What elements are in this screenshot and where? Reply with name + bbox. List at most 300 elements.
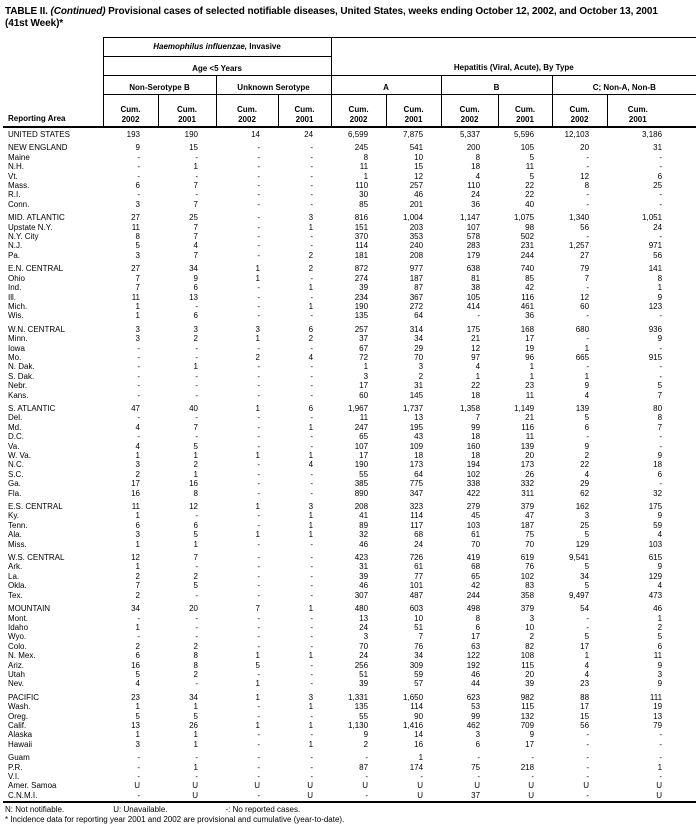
subgroup-hepatitis-c: C; Non-A, Non-B — [552, 76, 696, 95]
value-cell: 68 — [471, 562, 481, 572]
value-cell: 7,875 — [403, 130, 424, 139]
table-row — [3, 670, 696, 679]
value-cell: - — [310, 241, 314, 251]
reporting-area-cell: Ala. — [8, 530, 22, 540]
value-cell: 114 — [410, 511, 424, 521]
footnote-unavailable: U: Unavailable. — [113, 805, 168, 815]
table-row — [3, 498, 696, 511]
value-cell: - — [195, 301, 198, 311]
value-cell: 3 — [657, 669, 663, 679]
value-cell: 145 — [409, 390, 424, 400]
value-cell: - — [659, 441, 663, 451]
value-cell: 3,186 — [642, 130, 663, 139]
reporting-area-cell: Okla. — [8, 581, 27, 591]
reporting-area-cell: P.R. — [8, 762, 23, 772]
value-cell: 1 — [135, 511, 140, 521]
value-cell: 5 — [193, 530, 198, 540]
reporting-area-cell: La. — [8, 571, 20, 581]
value-cell: 8 — [193, 660, 198, 670]
value-cell: 1 — [308, 511, 314, 521]
value-cell: - — [586, 790, 590, 800]
value-cell: 3 — [135, 324, 140, 334]
table-row — [3, 334, 696, 343]
value-cell: 4 — [657, 530, 663, 540]
value-cell: - — [257, 511, 260, 521]
value-cell: - — [531, 772, 535, 781]
value-cell: - — [137, 152, 140, 162]
value-cell: - — [531, 753, 535, 763]
value-cell: 162 — [575, 502, 590, 512]
value-cell: 7 — [193, 422, 198, 432]
reporting-area-cell: MOUNTAIN — [8, 604, 51, 614]
value-cell: 3 — [135, 199, 140, 209]
value-cell: 8 — [657, 413, 663, 423]
reporting-area-cell: E.N. CENTRAL — [8, 264, 64, 274]
value-cell: 13 — [189, 292, 198, 302]
value-cell: 6 — [657, 171, 663, 181]
value-cell: 2 — [255, 352, 260, 362]
value-cell: 7 — [135, 273, 140, 283]
value-cell: U — [192, 781, 198, 791]
value-cell: - — [310, 679, 314, 689]
value-cell: 9 — [657, 660, 663, 670]
value-cell: 15 — [580, 711, 590, 721]
value-cell: 173 — [520, 460, 535, 470]
value-cell: U — [192, 790, 198, 800]
value-cell: 85 — [359, 199, 369, 209]
value-cell: 218 — [520, 762, 535, 772]
table-row — [3, 614, 696, 623]
reporting-area-cell: N.C. — [8, 460, 24, 470]
reporting-area-cell: Kans. — [8, 390, 29, 400]
value-cell: - — [310, 613, 314, 623]
value-cell: - — [195, 413, 198, 423]
value-cell: 2 — [193, 571, 198, 581]
table-row — [3, 200, 696, 209]
reporting-area-cell: Conn. — [8, 199, 30, 209]
value-cell: 98 — [525, 222, 535, 232]
value-cell: 462 — [466, 720, 481, 730]
value-cell: 311 — [521, 488, 535, 498]
value-cell: 4 — [135, 422, 140, 432]
value-cell: - — [257, 571, 260, 581]
value-cell: - — [310, 190, 314, 200]
value-cell: 2 — [135, 641, 140, 651]
value-cell: 61 — [471, 530, 481, 540]
value-cell: U — [307, 790, 314, 800]
value-cell: 1 — [657, 613, 663, 623]
value-cell: 195 — [409, 422, 424, 432]
value-cell: 1 — [193, 539, 198, 549]
value-cell: 1 — [135, 622, 140, 632]
subgroup-hepatitis-a: A — [331, 76, 441, 95]
value-cell: 12 — [580, 292, 590, 302]
reporting-area-cell: Ohio — [8, 273, 25, 283]
value-cell: 42 — [525, 283, 535, 293]
value-cell: 1 — [529, 362, 535, 372]
value-cell: 257 — [409, 181, 424, 191]
value-cell: 872 — [354, 264, 369, 274]
table-row — [3, 591, 696, 600]
value-cell: - — [257, 581, 260, 591]
value-cell: 67 — [359, 343, 369, 353]
haemophilus-italic-label: Haemophilus influenzae, — [153, 42, 248, 52]
table-row — [3, 181, 696, 190]
value-cell: - — [257, 422, 260, 432]
value-cell: 12 — [189, 502, 198, 512]
reporting-area-cell: Md. — [8, 422, 22, 432]
value-cell: 12 — [414, 171, 424, 181]
value-cell: 8 — [135, 232, 140, 242]
value-cell: 27 — [131, 213, 140, 223]
value-cell: - — [477, 753, 481, 763]
value-cell: - — [195, 622, 198, 632]
footnote-incidence-note: * Incidence data for reporting year 2001 and 2002 are provisional and cumulative (year-to-date). — [5, 815, 345, 825]
value-cell: 541 — [409, 143, 424, 153]
value-cell: 132 — [520, 711, 535, 721]
value-cell: - — [257, 520, 260, 530]
value-cell: 3 — [529, 613, 535, 623]
table-row — [3, 740, 696, 749]
reporting-area-cell: Idaho — [8, 622, 29, 632]
value-cell: 11 — [359, 162, 369, 172]
reporting-area-cell: Ariz. — [8, 660, 24, 670]
cum-year-header: Cum. 2002 — [441, 95, 498, 128]
reporting-area-cell: Ind. — [8, 283, 22, 293]
reporting-area-cell: Nev. — [8, 679, 24, 689]
value-cell: - — [257, 381, 260, 391]
value-cell: 8 — [193, 651, 198, 661]
value-cell: 6 — [657, 641, 663, 651]
value-cell: 129 — [575, 539, 590, 549]
value-cell: 23 — [525, 381, 535, 391]
value-cell: 1 — [135, 702, 140, 712]
value-cell: 2 — [418, 371, 424, 381]
value-cell: 5,337 — [460, 130, 481, 139]
value-cell: 14 — [414, 730, 424, 740]
table-row — [3, 763, 696, 772]
value-cell: 15 — [414, 162, 424, 172]
value-cell: - — [365, 790, 369, 800]
value-cell: 323 — [409, 502, 424, 512]
value-cell: 1 — [135, 301, 140, 311]
value-cell: 10 — [525, 622, 535, 632]
value-cell: U — [583, 781, 590, 791]
value-cell: 4 — [308, 460, 314, 470]
value-cell: 201 — [409, 199, 424, 209]
value-cell: U — [362, 781, 369, 791]
value-cell: 7 — [193, 232, 198, 242]
table-row — [3, 302, 696, 311]
value-cell: - — [195, 772, 198, 781]
table-row — [3, 721, 696, 730]
table-row — [3, 600, 696, 613]
value-cell: 65 — [359, 432, 369, 442]
value-cell: - — [310, 539, 314, 549]
value-cell: 114 — [355, 241, 369, 251]
value-cell: 5 — [135, 711, 140, 721]
value-cell: - — [310, 232, 314, 242]
value-cell: 1 — [308, 720, 314, 730]
cum-year-header: Cum. 2002 — [331, 95, 386, 128]
value-cell: - — [310, 660, 314, 670]
value-cell: 44 — [471, 679, 481, 689]
table-row — [3, 223, 696, 232]
table-row — [3, 451, 696, 460]
haemophilus-rest-label: Invasive — [247, 42, 281, 52]
table-row — [3, 772, 696, 781]
cum-year-header: Cum. 2002 — [216, 95, 278, 128]
value-cell: 22 — [471, 381, 481, 391]
value-cell: 55 — [359, 711, 369, 721]
reporting-area-cell: Ark. — [8, 562, 23, 572]
value-cell: - — [137, 753, 140, 763]
value-cell: - — [586, 199, 590, 209]
value-cell: 192 — [466, 660, 481, 670]
value-cell: 194 — [466, 460, 481, 470]
reporting-area-cell: Maine — [8, 152, 30, 162]
value-cell: U — [417, 790, 424, 800]
value-cell: 619 — [520, 553, 535, 563]
value-cell: 8 — [475, 152, 481, 162]
value-cell: U — [528, 790, 535, 800]
value-cell: 16 — [131, 488, 140, 498]
value-cell: - — [659, 162, 663, 172]
reporting-area-cell: PACIFIC — [8, 692, 39, 702]
reporting-area-cell: N.J. — [8, 241, 23, 251]
reporting-area-cell: S.C. — [8, 469, 24, 479]
value-cell: - — [310, 488, 314, 498]
value-cell: 10 — [414, 613, 424, 623]
reporting-area-cell: C.N.M.I. — [8, 790, 38, 800]
value-cell: 379 — [520, 604, 535, 614]
value-cell: 279 — [466, 502, 481, 512]
value-cell: 109 — [409, 441, 424, 451]
value-cell: 187 — [409, 273, 424, 283]
value-cell: 79 — [653, 720, 663, 730]
hepatitis-group-header: Hepatitis (Viral, Acute), By Type — [331, 38, 696, 76]
value-cell: - — [195, 590, 198, 600]
table-title-prefix: TABLE II. — [5, 6, 51, 17]
value-cell: 14 — [251, 130, 260, 139]
value-cell: 81 — [471, 273, 481, 283]
value-cell: 2 — [529, 632, 535, 642]
value-cell: 29 — [580, 479, 590, 489]
value-cell: 1 — [584, 371, 590, 381]
value-cell: - — [659, 730, 663, 740]
value-cell: 4 — [475, 362, 481, 372]
value-cell: 59 — [414, 669, 424, 679]
value-cell: 32 — [653, 488, 663, 498]
value-cell: 193 — [126, 130, 140, 139]
value-cell: 4 — [584, 390, 590, 400]
value-cell: 816 — [354, 213, 369, 223]
value-cell: 43 — [414, 432, 424, 442]
value-cell: - — [586, 362, 590, 372]
value-cell: 7 — [193, 553, 198, 563]
value-cell: 726 — [409, 553, 424, 563]
table-row — [3, 479, 696, 488]
table-row — [3, 353, 696, 362]
reporting-area-cell: Del. — [8, 413, 23, 423]
value-cell: 480 — [354, 604, 369, 614]
value-cell: 47 — [131, 403, 140, 413]
value-cell: 2 — [135, 469, 140, 479]
value-cell: 76 — [414, 641, 424, 651]
table-row — [3, 241, 696, 250]
reporting-area-cell: Wash. — [8, 702, 31, 712]
value-cell: 6 — [135, 651, 140, 661]
value-cell: - — [257, 613, 260, 623]
value-cell: - — [310, 581, 314, 591]
value-cell: 502 — [520, 232, 535, 242]
value-cell: 60 — [580, 301, 590, 311]
reporting-area-cell: Nebr. — [8, 381, 28, 391]
value-cell: 27 — [580, 250, 590, 260]
value-cell: 2 — [584, 451, 590, 460]
value-cell: 578 — [466, 232, 481, 242]
value-cell: - — [195, 352, 198, 362]
value-cell: - — [310, 381, 314, 391]
table-row — [3, 521, 696, 530]
value-cell: - — [137, 343, 140, 353]
value-cell: - — [310, 622, 314, 632]
value-cell: 7 — [193, 181, 198, 191]
table-row — [3, 489, 696, 498]
reporting-area-cell: Ga. — [8, 479, 21, 489]
reporting-area-cell: Guam — [8, 753, 30, 763]
value-cell: 37 — [359, 334, 369, 344]
value-cell: - — [659, 199, 663, 209]
reporting-area-cell: NEW ENGLAND — [8, 143, 68, 153]
value-cell: 971 — [648, 241, 663, 251]
age-under5-subheader: Age <5 Years — [103, 57, 331, 76]
value-cell: - — [257, 181, 260, 191]
value-cell: 20 — [189, 604, 198, 614]
value-cell: 175 — [648, 502, 663, 512]
value-cell: 110 — [355, 181, 369, 191]
value-cell: 982 — [520, 692, 535, 702]
value-cell: 20 — [525, 451, 535, 460]
value-cell: 6 — [475, 622, 481, 632]
value-cell: 422 — [466, 488, 481, 498]
value-cell: 22 — [580, 460, 590, 470]
reporting-area-cell: W. Va. — [8, 451, 31, 460]
value-cell: - — [257, 590, 260, 600]
reporting-area-cell: Minn. — [8, 334, 28, 344]
reporting-area-cell: W.S. CENTRAL — [8, 553, 65, 563]
value-cell: 915 — [648, 352, 663, 362]
value-cell: 1 — [135, 562, 140, 572]
value-cell: 135 — [354, 702, 369, 712]
table-row — [3, 274, 696, 283]
reporting-area-cell: N. Dak. — [8, 362, 35, 372]
value-cell: 22 — [525, 190, 535, 200]
value-cell: 2 — [308, 250, 314, 260]
value-cell: - — [310, 479, 314, 489]
value-cell: 1 — [193, 762, 198, 772]
value-cell: 141 — [648, 264, 663, 274]
value-cell: 11 — [653, 651, 663, 661]
value-cell: - — [257, 171, 260, 181]
value-cell: 39 — [359, 571, 369, 581]
value-cell: 173 — [409, 460, 424, 470]
value-cell: 175 — [466, 324, 481, 334]
table-row — [3, 381, 696, 390]
value-cell: 1 — [363, 362, 369, 372]
value-cell: 7 — [657, 422, 663, 432]
table-row — [3, 540, 696, 549]
table-row — [3, 400, 696, 413]
value-cell: 244 — [466, 590, 481, 600]
table-row — [3, 293, 696, 302]
value-cell: - — [195, 613, 198, 623]
value-cell: 244 — [520, 250, 535, 260]
value-cell: 29 — [414, 343, 424, 353]
value-cell: 1 — [255, 273, 260, 283]
value-cell: - — [586, 232, 590, 242]
value-cell: 4 — [475, 171, 481, 181]
value-cell: - — [310, 413, 314, 423]
value-cell: 257 — [354, 324, 369, 334]
value-cell: - — [195, 152, 198, 162]
value-cell: 1 — [584, 651, 590, 661]
reporting-area-cell: Mo. — [8, 352, 22, 362]
value-cell: 42 — [471, 581, 481, 591]
reporting-area-cell: N. Mex. — [8, 651, 36, 661]
table-row — [3, 190, 696, 199]
value-cell: 231 — [520, 241, 535, 251]
value-cell: - — [137, 162, 140, 172]
table-row — [3, 642, 696, 651]
value-cell: - — [257, 739, 260, 749]
value-cell: 936 — [648, 324, 663, 334]
value-cell: 2 — [193, 641, 198, 651]
value-cell: - — [195, 753, 198, 763]
value-cell: - — [257, 762, 260, 772]
value-cell: 12 — [580, 171, 590, 181]
value-cell: 1 — [135, 311, 140, 321]
value-cell: - — [257, 283, 260, 293]
value-cell: - — [310, 273, 314, 283]
value-cell: 208 — [354, 502, 369, 512]
value-cell: - — [257, 702, 260, 712]
value-cell: 22 — [525, 181, 535, 191]
footnote-no-reported-cases: -: No reported cases. — [225, 805, 301, 815]
value-cell: 498 — [466, 604, 481, 614]
value-cell: 307 — [354, 590, 369, 600]
value-cell: - — [257, 790, 260, 800]
value-cell: - — [257, 469, 260, 479]
value-cell: 51 — [414, 622, 424, 632]
value-cell: 31 — [414, 381, 424, 391]
value-cell: 1 — [584, 343, 590, 353]
value-cell: - — [257, 641, 260, 651]
value-cell: 87 — [414, 283, 424, 293]
value-cell: 1 — [193, 469, 198, 479]
value-cell: 6 — [193, 520, 198, 530]
value-cell: 24 — [359, 651, 369, 661]
reporting-area-cell: Oreg. — [8, 711, 29, 721]
value-cell: - — [257, 622, 260, 632]
table-row — [3, 162, 696, 171]
value-cell: - — [257, 460, 260, 470]
table-row — [3, 442, 696, 451]
value-cell: - — [137, 413, 140, 423]
value-cell: - — [310, 590, 314, 600]
value-cell: - — [257, 539, 260, 549]
value-cell: 160 — [466, 441, 481, 451]
